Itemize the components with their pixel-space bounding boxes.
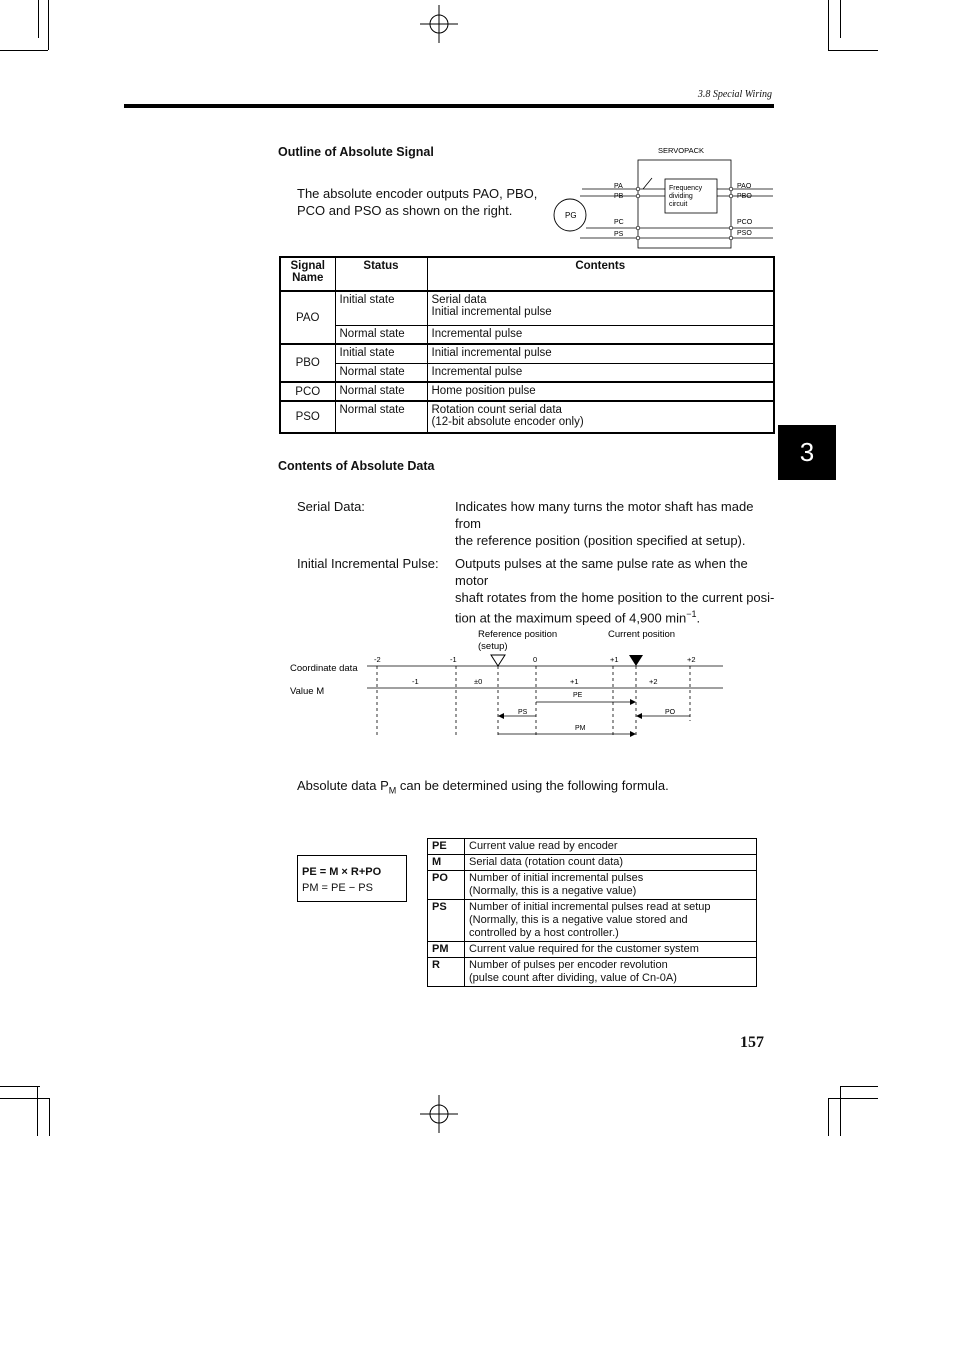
- registration-mark-top: [420, 5, 458, 43]
- output-pso: PSO: [737, 230, 752, 237]
- table-row: [428, 942, 757, 958]
- input-pc: PC: [614, 219, 624, 226]
- definition-text: Current value required for the customer system: [465, 942, 757, 958]
- header-signal-name: Signal Name: [280, 257, 335, 291]
- pbo-normal-contents: Incremental pulse: [427, 363, 774, 382]
- ps-label: PS: [518, 709, 528, 716]
- outline-line-1: The absolute encoder outputs PAO, PBO,: [297, 186, 538, 201]
- table-row: [428, 871, 757, 900]
- serial-def-line-1: Indicates how many turns the motor shaft has made from: [455, 499, 754, 531]
- registration-mark-bottom: [420, 1095, 458, 1133]
- header-status: Status: [335, 257, 427, 291]
- page-number: 157: [740, 1034, 764, 1051]
- value-tick-p2: +2: [649, 677, 658, 686]
- position-diagram: [285, 624, 730, 742]
- table-row: [428, 855, 757, 871]
- serial-data-definition: [455, 498, 777, 549]
- reference-position-marker: [491, 655, 505, 666]
- definition-text: Number of pulses per encoder revolution (pulse count after dividing, value of Cn-0A): [465, 958, 757, 987]
- table-row: [428, 958, 757, 987]
- po-label: PO: [665, 709, 676, 716]
- definition-text: Serial data (rotation count data): [465, 855, 757, 871]
- pbo-normal-status: Normal state: [335, 363, 427, 382]
- current-position-label: Current position: [608, 629, 676, 640]
- coordinate-data-label: Coordinate data: [290, 663, 358, 674]
- definition-symbol: M: [428, 855, 465, 871]
- circuit-line-3: circuit: [669, 201, 688, 208]
- pco-contents: Home position pulse: [427, 382, 774, 401]
- section-heading-outline: Outline of Absolute Signal: [278, 145, 434, 159]
- serial-def-line-2: the reference position (position specified at setup).: [455, 533, 746, 548]
- table-row: [428, 839, 757, 855]
- section-heading-contents: Contents of Absolute Data: [278, 459, 435, 473]
- reference-position-label-2: (setup): [478, 641, 508, 652]
- current-position-marker: [629, 655, 643, 666]
- outline-paragraph: [297, 185, 537, 219]
- servopack-diagram: [550, 142, 775, 254]
- definition-symbol: PS: [428, 900, 465, 942]
- signal-pso: PSO: [280, 401, 335, 433]
- serial-data-term: Serial Data:: [297, 499, 365, 514]
- definition-text: Number of initial incremental pulses (Normally, this is a negative value): [465, 871, 757, 900]
- pao-normal-status: Normal state: [335, 325, 427, 344]
- formula-intro: Absolute data $P_M$ can be determined using the following formula.: [297, 778, 669, 796]
- pm-label: PM: [575, 725, 586, 732]
- value-tick-m1: -1: [412, 677, 419, 686]
- definition-symbol: PO: [428, 871, 465, 900]
- table-row: [428, 900, 757, 942]
- coord-tick-p1: +1: [610, 655, 619, 664]
- pso-status: Normal state: [335, 401, 427, 433]
- value-tick-p1: +1: [570, 677, 579, 686]
- value-m-label: Value M: [290, 686, 325, 697]
- formula-line-1: PE = M × R+PO: [302, 866, 382, 878]
- pso-contents: Rotation count serial data (12-bit absolute encoder only): [427, 401, 774, 433]
- coord-tick-m1: -1: [450, 655, 457, 664]
- pao-normal-contents: Incremental pulse: [427, 325, 774, 344]
- header-rule: [124, 104, 774, 108]
- initial-pulse-definition: [455, 555, 777, 626]
- signal-table: [279, 256, 775, 434]
- initial-pulse-term: Initial Incremental Pulse:: [297, 556, 439, 571]
- formula-line-2: PM = PE − PS: [302, 882, 373, 894]
- pao-initial-contents: Serial data Initial incremental pulse: [427, 291, 774, 325]
- output-pco: PCO: [737, 219, 753, 226]
- coord-tick-m2: -2: [374, 655, 381, 664]
- output-pao: PAO: [737, 183, 752, 190]
- definition-text: Number of initial incremental pulses read at setup (Normally, this is a negative value stored and controlled by a host controller.): [465, 900, 757, 942]
- pbo-initial-status: Initial state: [335, 344, 427, 363]
- signal-pco: PCO: [280, 382, 335, 401]
- definition-text: Current value read by encoder: [465, 839, 757, 855]
- pg-label: PG: [565, 211, 577, 220]
- circuit-line-1: Frequency: [669, 185, 703, 192]
- signal-pbo: PBO: [280, 344, 335, 382]
- definition-symbol: PE: [428, 839, 465, 855]
- formula-box: [297, 855, 407, 902]
- outline-line-2: PCO and PSO as shown on the right.: [297, 203, 513, 218]
- input-ps: PS: [614, 231, 624, 238]
- input-pa: PA: [614, 183, 623, 190]
- pe-label: PE: [573, 692, 583, 699]
- output-pbo: PBO: [737, 193, 752, 200]
- initial-def-line-2: shaft rotates from the home position to the current posi-: [455, 590, 775, 605]
- header-contents: Contents: [427, 257, 774, 291]
- running-head: 3.8 Special Wiring: [697, 89, 772, 100]
- initial-def-line-1: Outputs pulses at the same pulse rate as when the motor: [455, 556, 748, 588]
- symbol-definition-table: [427, 838, 757, 987]
- circuit-line-2: dividing: [669, 193, 693, 200]
- pco-status: Normal state: [335, 382, 427, 401]
- coord-tick-p2: +2: [687, 655, 696, 664]
- servopack-title: SERVOPACK: [658, 146, 704, 155]
- chapter-tab: 3: [778, 425, 836, 480]
- definition-symbol: PM: [428, 942, 465, 958]
- definition-symbol: R: [428, 958, 465, 987]
- input-pb: PB: [614, 193, 624, 200]
- coord-tick-0: 0: [533, 655, 538, 664]
- pao-initial-status: Initial state: [335, 291, 427, 325]
- signal-pao: PAO: [280, 291, 335, 344]
- pbo-initial-contents: Initial incremental pulse: [427, 344, 774, 363]
- initial-def-line-3: tion at the maximum speed of 4,900 $\min^{-1}$.: [455, 609, 701, 626]
- value-tick-0: ±0: [474, 677, 483, 686]
- reference-position-label-1: Reference position: [478, 629, 558, 640]
